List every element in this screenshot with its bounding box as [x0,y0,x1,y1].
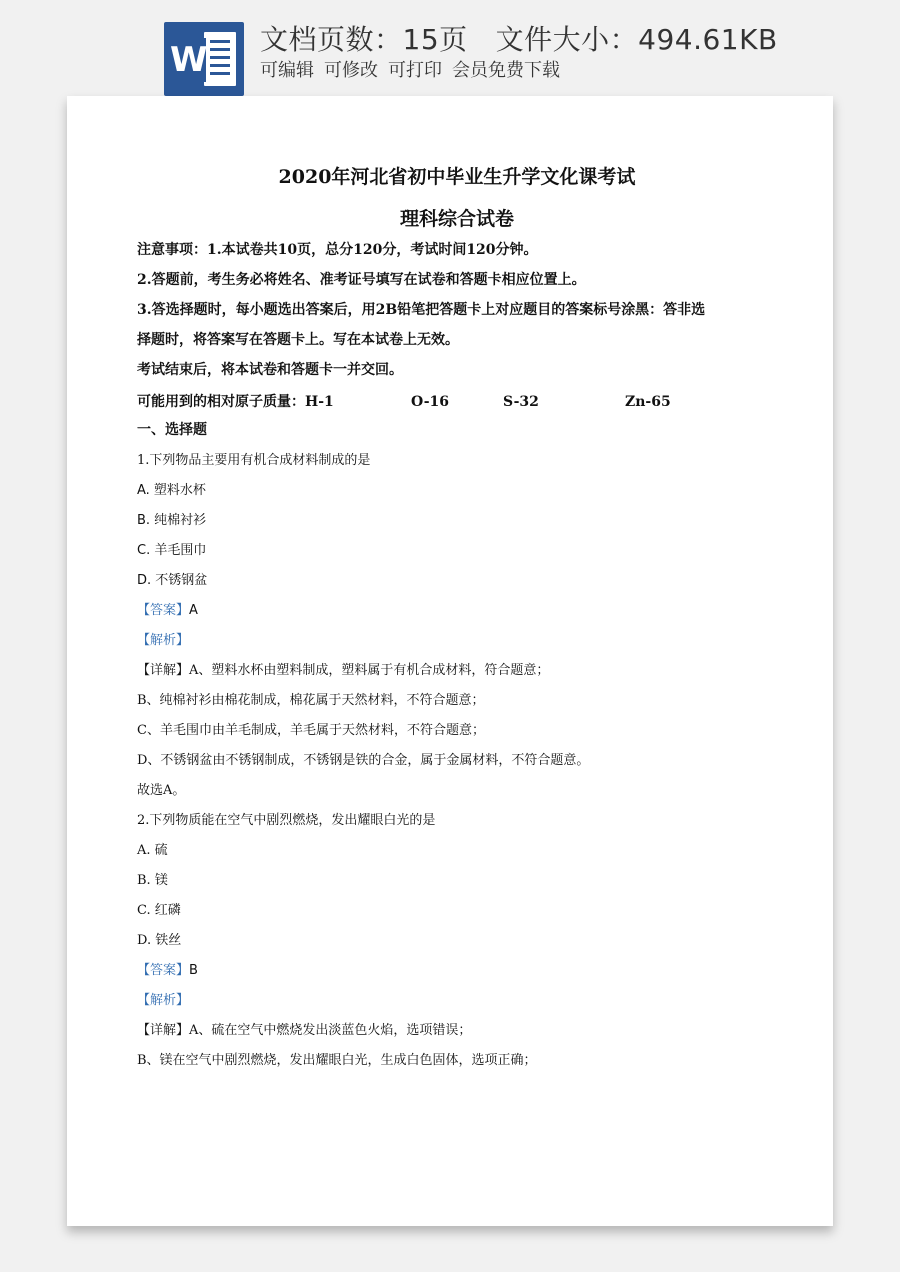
question-2-detail-2: B、镁在空气中剧烈燃烧，发出耀眼白光，生成白色固体，选项正确； [137,1053,537,1068]
question-2-option-c: C. 红磷 [137,903,181,918]
question-1-option-a: A. 塑料水杯 [137,483,206,498]
question-1-option-c: C. 羊毛围巾 [137,543,207,558]
word-icon-letter: W [170,40,208,80]
feature-printable: 可打印 [388,60,442,81]
feature-modifiable: 可修改 [324,60,378,81]
question-1-answer [137,602,198,620]
question-2-analysis-tag: 【解析】 [137,993,190,1008]
atomic-mass-s: S-32 [503,394,539,410]
answer-tag: 【答案】 [137,603,190,618]
question-2-option-d: D. 铁丝 [137,933,182,948]
question-1-stem: 1.下列物品主要用有机合成材料制成的是 [137,453,371,468]
question-2-answer [137,962,198,980]
document-page [67,96,833,1226]
document-subtitle: 理科综合试卷 [399,208,514,230]
answer-value: B [189,963,198,978]
question-1-analysis-tag: 【解析】 [137,633,190,648]
question-1-detail-3: C、羊毛围巾由羊毛制成，羊毛属于天然材料，不符合题意； [137,723,485,738]
question-1-detail-5: 故选A。 [137,783,186,798]
notes-line-3: 3.答选择题时，每小题选出答案后，用2B铅笔把答题卡上对应题目的答案标号涂黑：答非选 [137,302,706,318]
notes-line-4: 择题时，将答案写在答题卡上。写在本试卷上无效。 [137,332,459,348]
notes-line-1: 注意事项：1.本试卷共10页，总分120分，考试时间120分钟。 [137,242,538,258]
question-2-option-b: B. 镁 [137,873,168,888]
file-size: 文件大小：494.61KB [495,23,778,56]
atomic-mass-zn: Zn-65 [625,394,671,410]
atomic-mass-o: O-16 [411,394,450,410]
question-1-detail-4: D、不锈钢盆由不锈钢制成，不锈钢是铁的合金，属于金属材料，不符合题意。 [137,753,590,768]
question-2-detail-1: 【详解】A、硫在空气中燃烧发出淡蓝色火焰，选项错误； [137,1023,472,1038]
atomic-mass-label: 可能用到的相对原子质量：H-1 [137,394,334,410]
question-1-detail-1: 【详解】A、塑料水杯由塑料制成，塑料属于有机合成材料，符合题意； [137,663,550,678]
feature-list [260,56,560,82]
word-document-icon [164,22,244,96]
word-icon-page [204,32,236,86]
file-info [260,18,778,58]
answer-tag: 【答案】 [137,963,190,978]
question-1-option-b: B. 纯棉衬衫 [137,513,207,528]
question-2-stem: 2.下列物质能在空气中剧烈燃烧，发出耀眼白光的是 [137,813,436,828]
feature-editable: 可编辑 [260,60,314,81]
question-2-option-a: A. 硫 [137,843,168,858]
document-title: 2020年河北省初中毕业生升学文化课考试 [278,166,636,188]
question-1-detail-2: B、纯棉衬衫由棉花制成，棉花属于天然材料，不符合题意； [137,693,485,708]
notes-line-2: 2.答题前，考生务必将姓名、准考证号填写在试卷和答题卡相应位置上。 [137,272,586,288]
feature-member-download: 会员免费下载 [452,60,560,81]
section-title: 一、选择题 [137,422,207,438]
question-1-option-d: D. 不锈钢盆 [137,573,208,588]
page-count: 文档页数：15页 [260,23,468,56]
atomic-mass-line [137,393,777,411]
notes-line-5: 考试结束后，将本试卷和答题卡一并交回。 [137,362,403,378]
download-banner [0,0,900,100]
answer-value: A [189,603,198,618]
